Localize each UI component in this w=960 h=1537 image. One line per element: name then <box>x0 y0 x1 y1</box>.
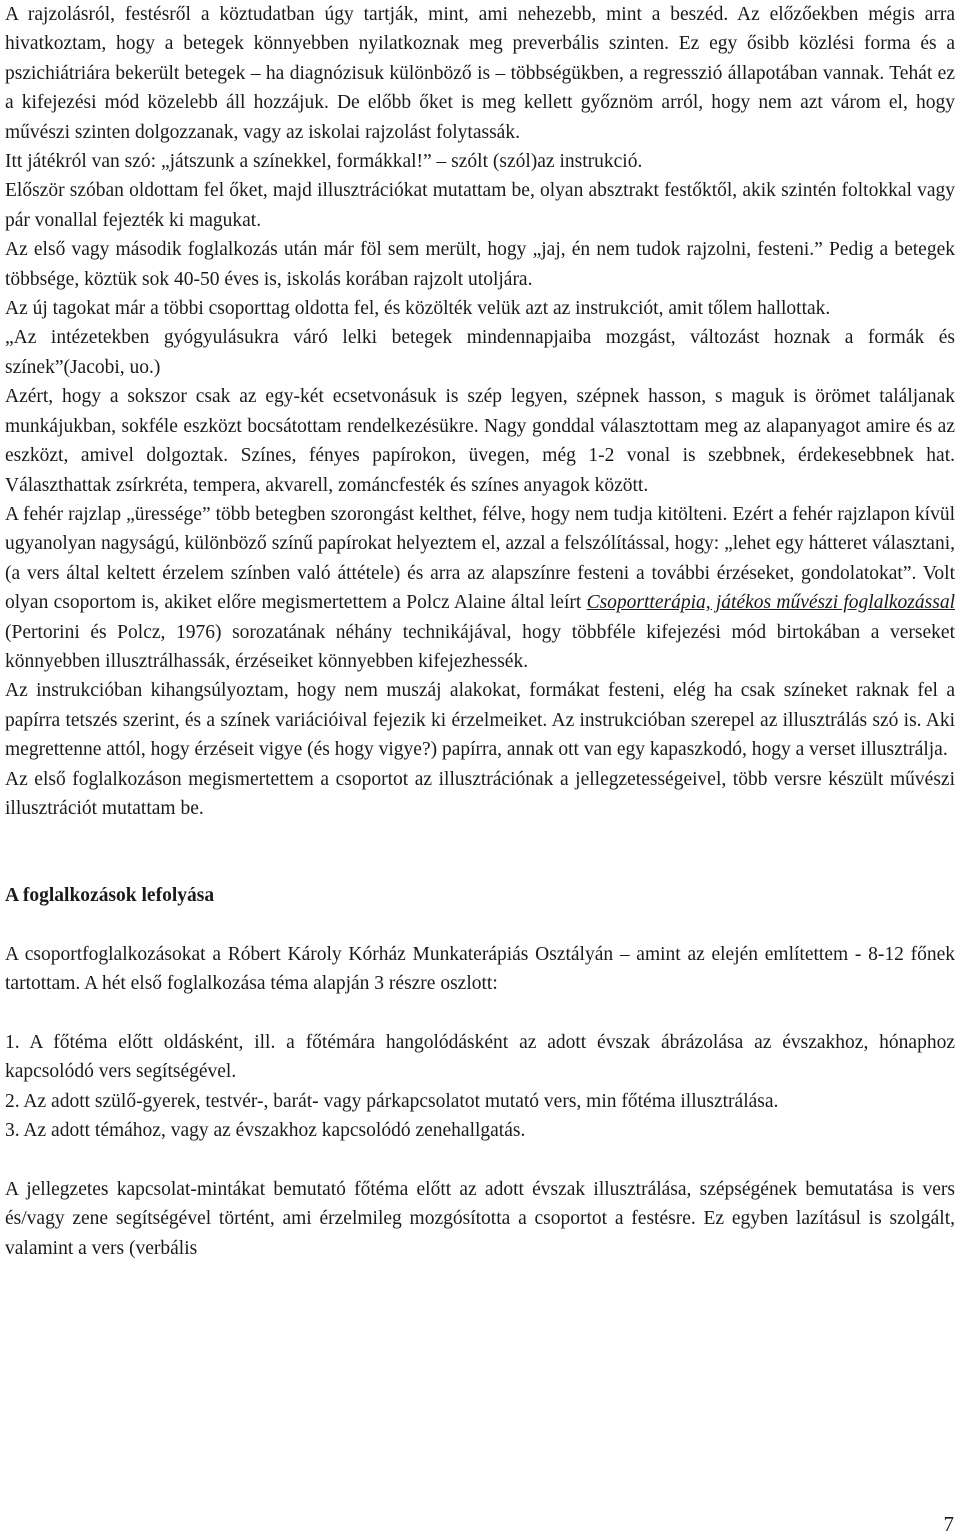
paragraph-8 <box>5 500 955 676</box>
paragraph-6: „Az intézetekben gyógyulásukra váró lelki betegek mindennapjaiba mozgást, változást hoznak a formák és színek”(Jacobi, uo.) <box>5 327 955 378</box>
book-title: Csoportterápia, játékos művészi foglalkozással <box>586 592 955 614</box>
paragraph-10: Az első foglalkozáson megismertettem a csoportot az illusztrációnak a jellegzetességeivel, több versre készült művészi illusztrációt mutattam be. <box>5 768 955 819</box>
section-paragraph-2: A jellegzetes kapcsolat-mintákat bemutató főtéma előtt az adott évszak illusztrálása, szépségének bemutatása is vers és/vagy zene segítségével történt, ami érzelmileg mozgósította a csoportot a festésre. Ez egyben lazításul is szolgált, valamint a vers (verbális <box>5 1179 955 1259</box>
paragraph-8-text-a: A fehér rajzlap „üressége” több betegben szorongást kelthet, félve, hogy nem tudja kitölteni. Ezért a fehér rajzlapon kívül ugyanolyan nagyságú, különböző színű papírokat helyeztem el, azzal a felszólítással, hogy: „lehet egy hátteret választani, (a vers által keltett érzelem színben való áttétele) és arra az alapszínre festeni a további érzéseket, gondolatokat”. Volt olyan csoportom is, akiket előre megismertettem a Polcz Alaine által leírt <box>5 503 955 614</box>
list-item-3: 3. Az adott témához, vagy az évszakhoz kapcsolódó zenehallgatás. <box>5 1120 526 1142</box>
paragraph-5: Az új tagokat már a többi csoporttag oldotta fel, és közölték velük azt az instrukciót, amit tőlem hallottak. <box>5 298 831 320</box>
paragraph-1: A rajzolásról, festésről a köztudatban úgy tartják, mint, ami nehezebb, mint a beszéd. Az előzőekben mégis arra hivatkoztam, hogy a betegek könnyebben nyilatkoznak meg preverbális szinten. Ez egy ősibb közlési forma és a pszichiátriára bekerült betegek ‒ ha diagnózisuk különböző is ‒ többségükben, a regresszió állapotában vannak. Tehát ez a kifejezési mód közelebb áll hozzájuk. De előbb őket is meg kellett győznöm arról, hogy nem azt várom el, hogy művészi szinten dolgozzanak, vagy az iskolai rajzolást folytassák. <box>5 4 955 143</box>
paragraph-7: Azért, hogy a sokszor csak az egy-két ecsetvonásuk is szép legyen, szépnek hasson, s maguk is örömet találjanak munkájukban, sokféle eszközt bocsátottam rendelkezésükre. Nagy gonddal választottam meg az alapanyagot amire és az eszközt, amivel dolgoztak. Színes, fényes papírokon, üvegen, még 1-2 vonal is szebbnek, érdekesebbnek hat. Választhattak zsírkréta, tempera, akvarell, zománcfesték és színes anyagok között. <box>5 386 955 496</box>
paragraph-4: Az első vagy második foglalkozás után már föl sem merült, hogy „jaj, én nem tudok rajzolni, festeni.” Pedig a betegek többsége, köztük sok 40-50 éves is, iskolás korában rajzolt utoljára. <box>5 239 955 290</box>
list-item-2: 2. Az adott szülő-gyerek, testvér-, barát- vagy párkapcsolatot mutató vers, min főtéma illusztrálása. <box>5 1090 779 1112</box>
paragraph-9: Az instrukcióban kihangsúlyoztam, hogy nem muszáj alakokat, formákat festeni, elég ha csak színeket raknak fel a papírra tetszés szerint, és a színek variációival fejezik ki érzelmeiket. Az instrukcióban szerepel az illusztrálás szó is. Aki megrettenne attól, hogy érzéseit vigye (és hogy vigye?) papírra, annak ott van egy kapaszkodó, hogy a verset illusztrálja. <box>5 680 955 761</box>
section-paragraph-1: A csoportfoglalkozásokat a Róbert Károly Kórház Munkaterápiás Osztályán ‒ amint az elején említettem - 8-12 főnek tartottam. A hét első foglalkozása téma alapján 3 részre oszlott: <box>5 943 955 995</box>
paragraph-3: Először szóban oldottam fel őket, majd illusztrációkat mutattam be, olyan absztrakt festőktől, akik szintén foltokkal vagy pár vonallal fejezték ki magukat. <box>5 180 955 231</box>
page-number: 7 <box>943 1512 954 1536</box>
list-item-1: 1. A főtéma előtt oldásként, ill. a főtémára hangolódásként az adott évszak ábrázolása az évszakhoz, hónaphoz kapcsolódó vers segítségével. <box>5 1031 955 1083</box>
page-body <box>5 0 955 1263</box>
paragraph-2: Itt játékról van szó: „játszunk a színekkel, formákkal!” ‒ szólt (szól)az instrukció. <box>5 151 643 173</box>
section-heading: A foglalkozások lefolyása <box>5 885 215 907</box>
paragraph-8-text-b: (Pertorini és Polcz, 1976) sorozatának néhány technikájával, hogy többféle kifejezési mód birtokában a verseket könnyebben illusztrálhassák, érzéseiket könnyebben kifejezhessék. <box>5 621 955 672</box>
